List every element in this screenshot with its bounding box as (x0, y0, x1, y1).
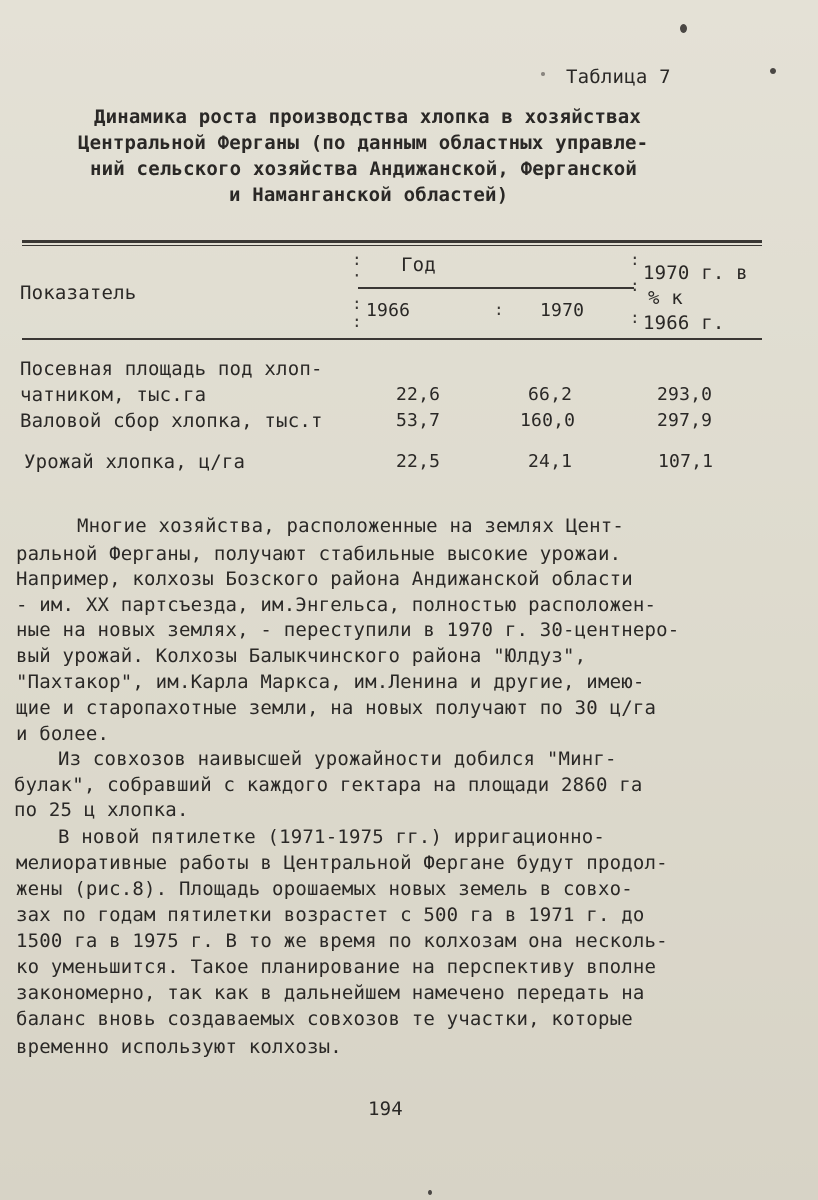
column-separator: : (352, 250, 362, 269)
paragraph-line: ральной Ферганы, получают стабильные высокие урожаи. (16, 543, 622, 565)
paragraph-line: закономерно, так как в дальнейшем намечено передать на (16, 982, 645, 1004)
header-1966: 1966 (366, 300, 411, 321)
cell-1970: 160,0 (520, 410, 576, 431)
paragraph-line: жены (рис.8). Площадь орошаемых новых земель в совхо- (16, 878, 633, 900)
paragraph-line: "Пахтакор", им.Карла Маркса, им.Ленина и другие, имею- (16, 671, 645, 693)
cell-1970: 24,1 (528, 451, 573, 472)
cell-1970: 66,2 (528, 384, 573, 405)
table-title-line: ний сельского хозяйства Андижанской, Ферганской (90, 158, 638, 180)
column-separator: · (352, 266, 362, 285)
cell-1966: 53,7 (396, 410, 441, 431)
paragraph-line: булак", собравший с каждого гектара на площади 2860 га (14, 774, 643, 796)
paragraph-line: щие и старопахотные земли, на новых получают по 30 ц/га (16, 697, 657, 719)
header-indicator: Показатель (20, 282, 137, 304)
table-label: Таблица 7 (566, 66, 671, 88)
table-title-line: Динамика роста производства хлопка в хозяйствах (94, 106, 642, 128)
paragraph-line: Многие хозяйства, расположенные на землях Цент- (77, 515, 625, 537)
row-label: Валовой сбор хлопка, тыс.т (20, 410, 323, 432)
cell-pct: 107,1 (658, 451, 714, 472)
header-pct-line: % к (648, 287, 683, 309)
paragraph-line: зах по годам пятилетки возрастет с 500 га в 1971 г. до (16, 904, 645, 926)
table-title-line: и Наманганской областей) (229, 184, 509, 206)
paragraph-line: Из совхозов наивысшей урожайности добился "Минг- (58, 748, 617, 770)
cell-1966: 22,6 (396, 384, 441, 405)
paragraph-line: В новой пятилетке (1971-1975 гг.) ирригационно- (58, 826, 606, 848)
paragraph-line: - им. XX партсъезда, им.Энгельса, полностью расположен- (16, 594, 657, 616)
header-bottom-rule (22, 338, 762, 340)
page-number: 194 (368, 1098, 403, 1120)
cell-pct: 297,9 (657, 410, 713, 431)
paragraph-line: баланс вновь создаваемых совхозов те участки, которые (16, 1008, 633, 1030)
dust-speck (541, 72, 545, 76)
row-label: Посевная площадь под хлоп- (20, 358, 323, 380)
table-top-rule-thin (22, 245, 762, 246)
dust-speck (680, 24, 687, 33)
paragraph-line: временно используют колхозы. (16, 1036, 342, 1058)
paragraph-line: Например, колхозы Бозского района Андижанской области (16, 568, 633, 590)
column-separator: : (630, 250, 640, 269)
paragraph-line: мелиоративные работы в Центральной Фергане будут продол- (16, 852, 668, 874)
header-year: Год (401, 254, 436, 276)
dust-speck (770, 68, 776, 74)
header-1970: 1970 (540, 300, 585, 321)
paragraph-line: и более. (16, 723, 110, 745)
row-label: Урожай хлопка, ц/га (24, 451, 246, 473)
column-separator: : (630, 276, 640, 295)
year-group-rule (358, 287, 634, 289)
dust-speck (428, 1190, 432, 1195)
cell-1966: 22,5 (396, 451, 441, 472)
header-pct-line: 1966 г. (643, 312, 725, 334)
paragraph-line: 1500 га в 1975 г. В то же время по колхозам она несколь- (16, 930, 668, 952)
paragraph-line: вый урожай. Колхозы Балыкчинского района "Юлдуз", (16, 645, 587, 667)
paragraph-line: по 25 ц хлопка. (14, 799, 189, 821)
paragraph-line: ные на новых землях, - переступили в 1970 г. 30-центнеро- (16, 619, 680, 641)
header-pct-line: 1970 г. в (643, 262, 748, 284)
row-label: чатником, тыс.га (20, 384, 207, 406)
column-separator: : (630, 308, 640, 327)
column-separator: : (352, 312, 362, 331)
cell-pct: 293,0 (657, 384, 713, 405)
column-separator: : (494, 300, 504, 319)
table-top-rule (22, 240, 762, 243)
table-title-line: Центральной Ферганы (по данным областных управле- (78, 132, 649, 154)
column-separator: : (352, 294, 362, 313)
paragraph-line: ко уменьшится. Такое планирование на перспективу вполне (16, 956, 657, 978)
